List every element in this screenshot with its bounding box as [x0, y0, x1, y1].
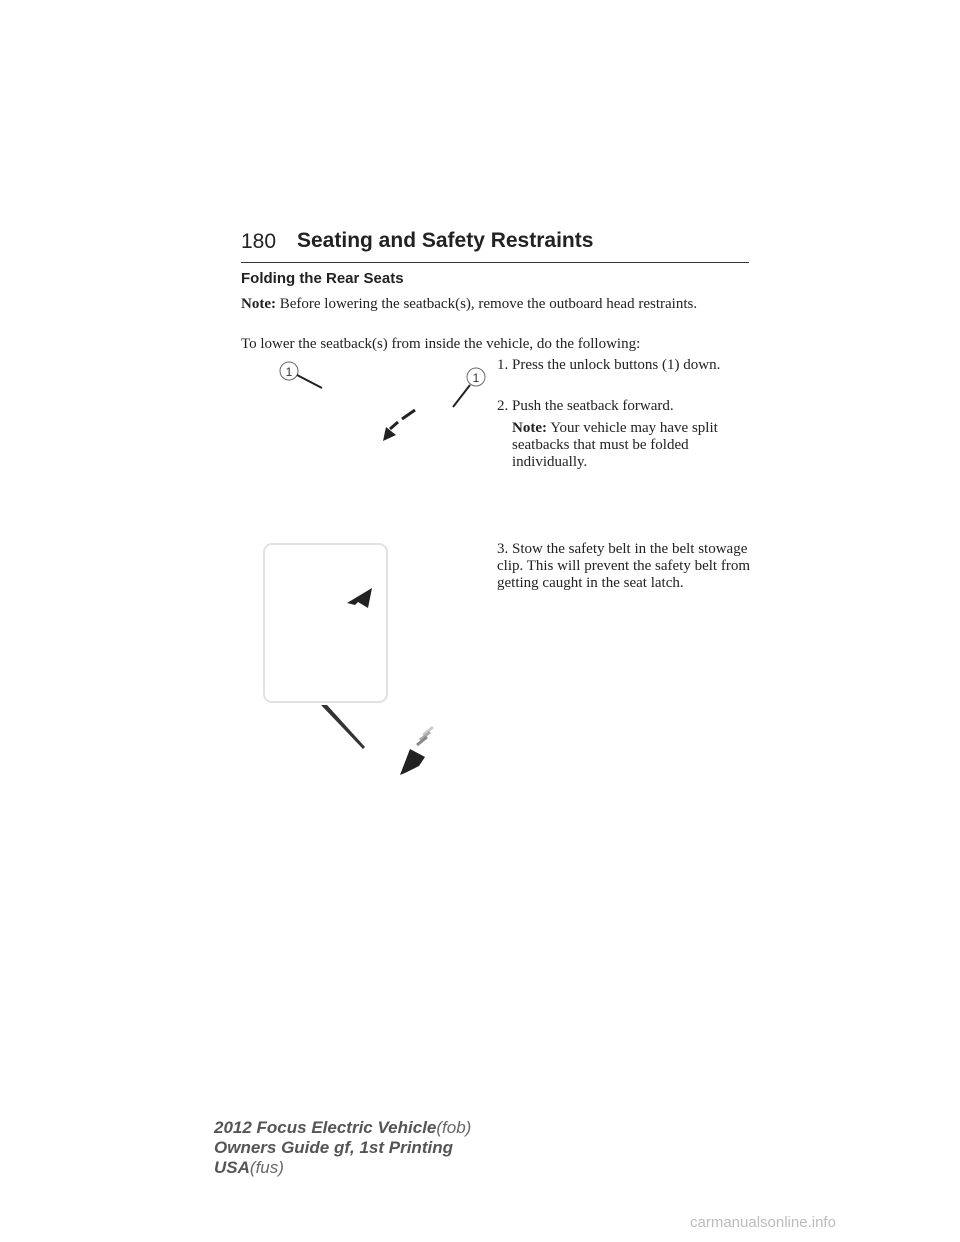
section-heading: Folding the Rear Seats [241, 270, 404, 287]
footer-line-3 [214, 1158, 471, 1178]
page-number: 180 [241, 230, 277, 253]
callout-left-label: 1 [285, 365, 293, 379]
belt-icon [321, 705, 365, 749]
chapter-title: Seating and Safety Restraints [297, 229, 594, 252]
note-paragraph [241, 296, 749, 313]
seat-release-figure [270, 355, 490, 455]
belt-stowage-figure [255, 535, 455, 785]
page-header [241, 228, 749, 263]
footer-market: USA [214, 1158, 250, 1177]
step-1: 1. Press the unlock buttons (1) down. [497, 357, 721, 373]
down-arrow-icon [400, 727, 433, 775]
footer-model-code: (fob) [436, 1118, 472, 1137]
footer-guide: Owners Guide gf, 1st Printing [214, 1138, 453, 1157]
step-2-note-text: Your vehicle may have split seatbacks that must be folded individually. [512, 420, 718, 470]
footer-line-1 [214, 1118, 471, 1138]
footer-model: 2012 Focus Electric Vehicle [214, 1118, 437, 1137]
note-text: Before lowering the seatback(s), remove the outboard head restraints. [279, 296, 698, 312]
step-2-note-label: Note: [512, 420, 547, 436]
watermark: carmanualsonline.info [690, 1214, 836, 1231]
intro-paragraph: To lower the seatback(s) from inside the vehicle, do the following: [241, 336, 641, 352]
footer-line-2 [214, 1138, 471, 1158]
forward-arrow-icon [383, 410, 415, 441]
step-2-note [512, 420, 752, 471]
step-2: 2. Push the seatback forward. [497, 398, 674, 414]
step-3: 3. Stow the safety belt in the belt stowage clip. This will prevent the safety belt from getting caught in the seat latch. [497, 541, 750, 591]
callout-right-label: 1 [472, 371, 480, 385]
footer [214, 1118, 471, 1178]
note-label: Note: [241, 296, 276, 312]
footer-market-code: (fus) [249, 1158, 284, 1177]
